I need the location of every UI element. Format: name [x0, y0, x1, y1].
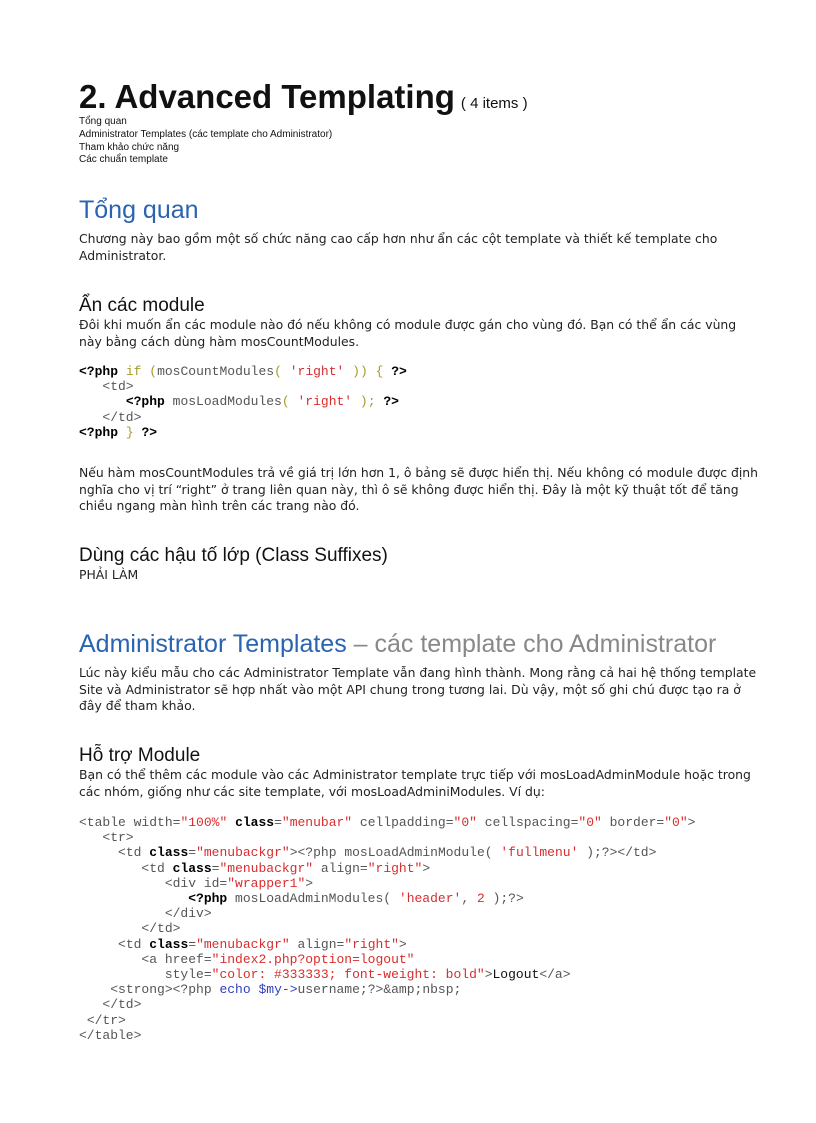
code-token: Logout [492, 967, 540, 983]
page-title-text: 2. Advanced Templating [79, 78, 455, 115]
subsection-heading-module-support: Hỗ trợ Module [79, 745, 201, 766]
code-token: "right" [344, 936, 399, 952]
code-token: <td [118, 936, 142, 952]
code-token: = [211, 860, 220, 876]
code-token: "wrapper1" [227, 875, 306, 891]
code-token: align= [297, 936, 345, 952]
code-token: </td> [102, 409, 142, 425]
code-token: > [422, 860, 431, 876]
code-token: "menubar" [281, 815, 353, 830]
toc-item[interactable]: Tham khảo chức năng [79, 141, 180, 153]
code-token: mosLoadModules [172, 394, 282, 410]
code-token: "index2.php?option=logout" [211, 951, 415, 967]
code-token: cellpadding= [359, 815, 454, 830]
hide-modules-text: Đôi khi muốn ẩn các module nào đó nếu không có module được gán cho vùng đó. Bạn có thể ẩn các vùng này bằng cách dùng hàm mosCountModules. [79, 317, 737, 349]
code-token: style= [164, 967, 212, 983]
code-block-count-modules: <?php if (mosCountModules( 'right' )) { ?> <td> <?php mosLoadModules( 'right' ); ?> </td> <?php } ?> [79, 364, 407, 440]
module-support-text: Bạn có thể thêm các module vào các Administrator template trực tiếp với mosLoadAdminModule hoặc trong các nhóm, giống như các site template, với mosLoadAdminiModules. Ví dụ: [79, 767, 751, 799]
code-token: = [188, 845, 197, 861]
code-token: </table> [79, 1027, 142, 1043]
table-of-contents [79, 116, 332, 167]
code-token: 'right' [289, 364, 345, 379]
code-token: <td [141, 860, 165, 876]
code-token: class [172, 860, 212, 876]
code-token: <?php [297, 845, 337, 861]
code-token: <strong><?php [110, 982, 212, 998]
code-token: <?php [79, 424, 119, 440]
code-token: ?> [141, 424, 158, 440]
section-heading-overview: Tổng quan [79, 196, 199, 224]
code-token: <tr> [102, 830, 134, 846]
code-block-admin-modules [79, 815, 695, 1043]
code-token: = [274, 815, 282, 830]
code-token: <?php [188, 891, 228, 907]
page-title-item-count: ( 4 items ) [460, 95, 528, 112]
code-token: </td> [102, 997, 142, 1013]
page-title [79, 78, 528, 116]
code-token: > [398, 936, 407, 952]
code-token: );?></td> [586, 845, 657, 861]
code-token: $my-> [258, 982, 298, 998]
code-token: > [305, 875, 314, 891]
toc-item[interactable]: Administrator Templates (các template cho Administrator) [79, 128, 333, 140]
section-heading-rest: – các template cho Administrator [346, 630, 717, 658]
admin-templates-intro: Lúc này kiểu mẫu cho các Administrator Template vẫn đang hình thành. Mong rằng cả hai hệ thống template Site và Administrator sẽ hợp nhất vào một API chung trong tương lai. Dù vậy, một số ghi chú được tạo ra ở đây để tham khảo. [79, 665, 757, 713]
code-token: "color: #333333; font-weight: bold" [211, 967, 485, 983]
code-token: </td> [141, 921, 181, 937]
code-token: cellspacing= [484, 815, 579, 830]
code-token: "menubackgr" [196, 936, 290, 952]
code-token: , [461, 891, 470, 907]
code-token: width= [133, 815, 181, 830]
code-token: </a> [539, 967, 571, 983]
code-token: mosLoadAdminModules( [235, 891, 392, 907]
code-token: class [149, 845, 189, 861]
toc-item[interactable]: Tổng quan [79, 116, 127, 127]
code-token: 2 [476, 891, 485, 907]
code-token: <div id= [164, 875, 228, 891]
code-token: <?php [125, 394, 165, 410]
code-token: 'fullmenu' [500, 845, 579, 861]
code-token: = [188, 936, 197, 952]
code-token: </tr> [86, 1012, 126, 1028]
code-token: class [235, 815, 275, 830]
code-token: mosCountModules [157, 364, 275, 379]
code-token: > [687, 815, 696, 830]
code-token: <table [79, 815, 126, 830]
section-overview-intro: Chương này bao gồm một số chức năng cao cấp hơn như ẩn các cột template và thiết kế template cho Administrator. [79, 231, 718, 263]
code-token: { [375, 364, 384, 379]
toc-item[interactable]: Các chuẩn template [79, 154, 168, 166]
code-token: "0" [578, 815, 602, 830]
code-token: </div> [164, 906, 212, 922]
code-token: );?> [492, 891, 524, 907]
code-token: 'right' [297, 394, 353, 410]
subsection-heading-class-suffixes: Dùng các hậu tố lớp (Class Suffixes) [79, 545, 388, 566]
code-token: <a hreef= [141, 951, 212, 967]
code-token: > [289, 845, 298, 861]
code-token: "menubackgr" [196, 845, 290, 861]
code-token: username;?>&amp;nbsp; [297, 982, 462, 998]
code-token: class [149, 936, 189, 952]
class-suffixes-text: PHẢI LÀM [79, 567, 139, 582]
code-token: border= [609, 815, 665, 830]
section-heading-admin-templates [79, 630, 716, 659]
code-token: > [484, 967, 493, 983]
code-token: "right" [367, 860, 423, 876]
code-token: <td [118, 845, 142, 861]
code-token: ?> [383, 394, 399, 410]
code-token: } [125, 424, 134, 440]
code-token: 'header' [398, 891, 462, 907]
code-token: if [125, 364, 142, 379]
code-token: "100%" [180, 815, 228, 830]
code-token: mosLoadAdminModule( [344, 845, 493, 861]
code-token: <?php [79, 364, 119, 379]
code-token: align= [320, 860, 368, 876]
code-token: "menubackgr" [219, 860, 314, 876]
subsection-heading-hide-modules: Ẩn các module [79, 295, 205, 316]
code-token: "0" [664, 815, 688, 830]
count-modules-explanation: Nếu hàm mosCountModules trả về giá trị lớn hơn 1, ô bảng sẽ được hiển thị. Nếu không có module được định nghĩa cho vị trí “right” ở trang liên quan này, thì ô sẽ không được hiển thị. Đây là một kỹ thuật tốt để tăng chiều ngang màn hình trên các trang nào đó. [79, 465, 759, 513]
code-token: <td> [102, 379, 134, 395]
code-token: "0" [453, 815, 477, 830]
code-token: ?> [391, 364, 407, 379]
section-heading-main: Administrator Templates [79, 630, 347, 658]
code-token: echo [219, 982, 251, 998]
